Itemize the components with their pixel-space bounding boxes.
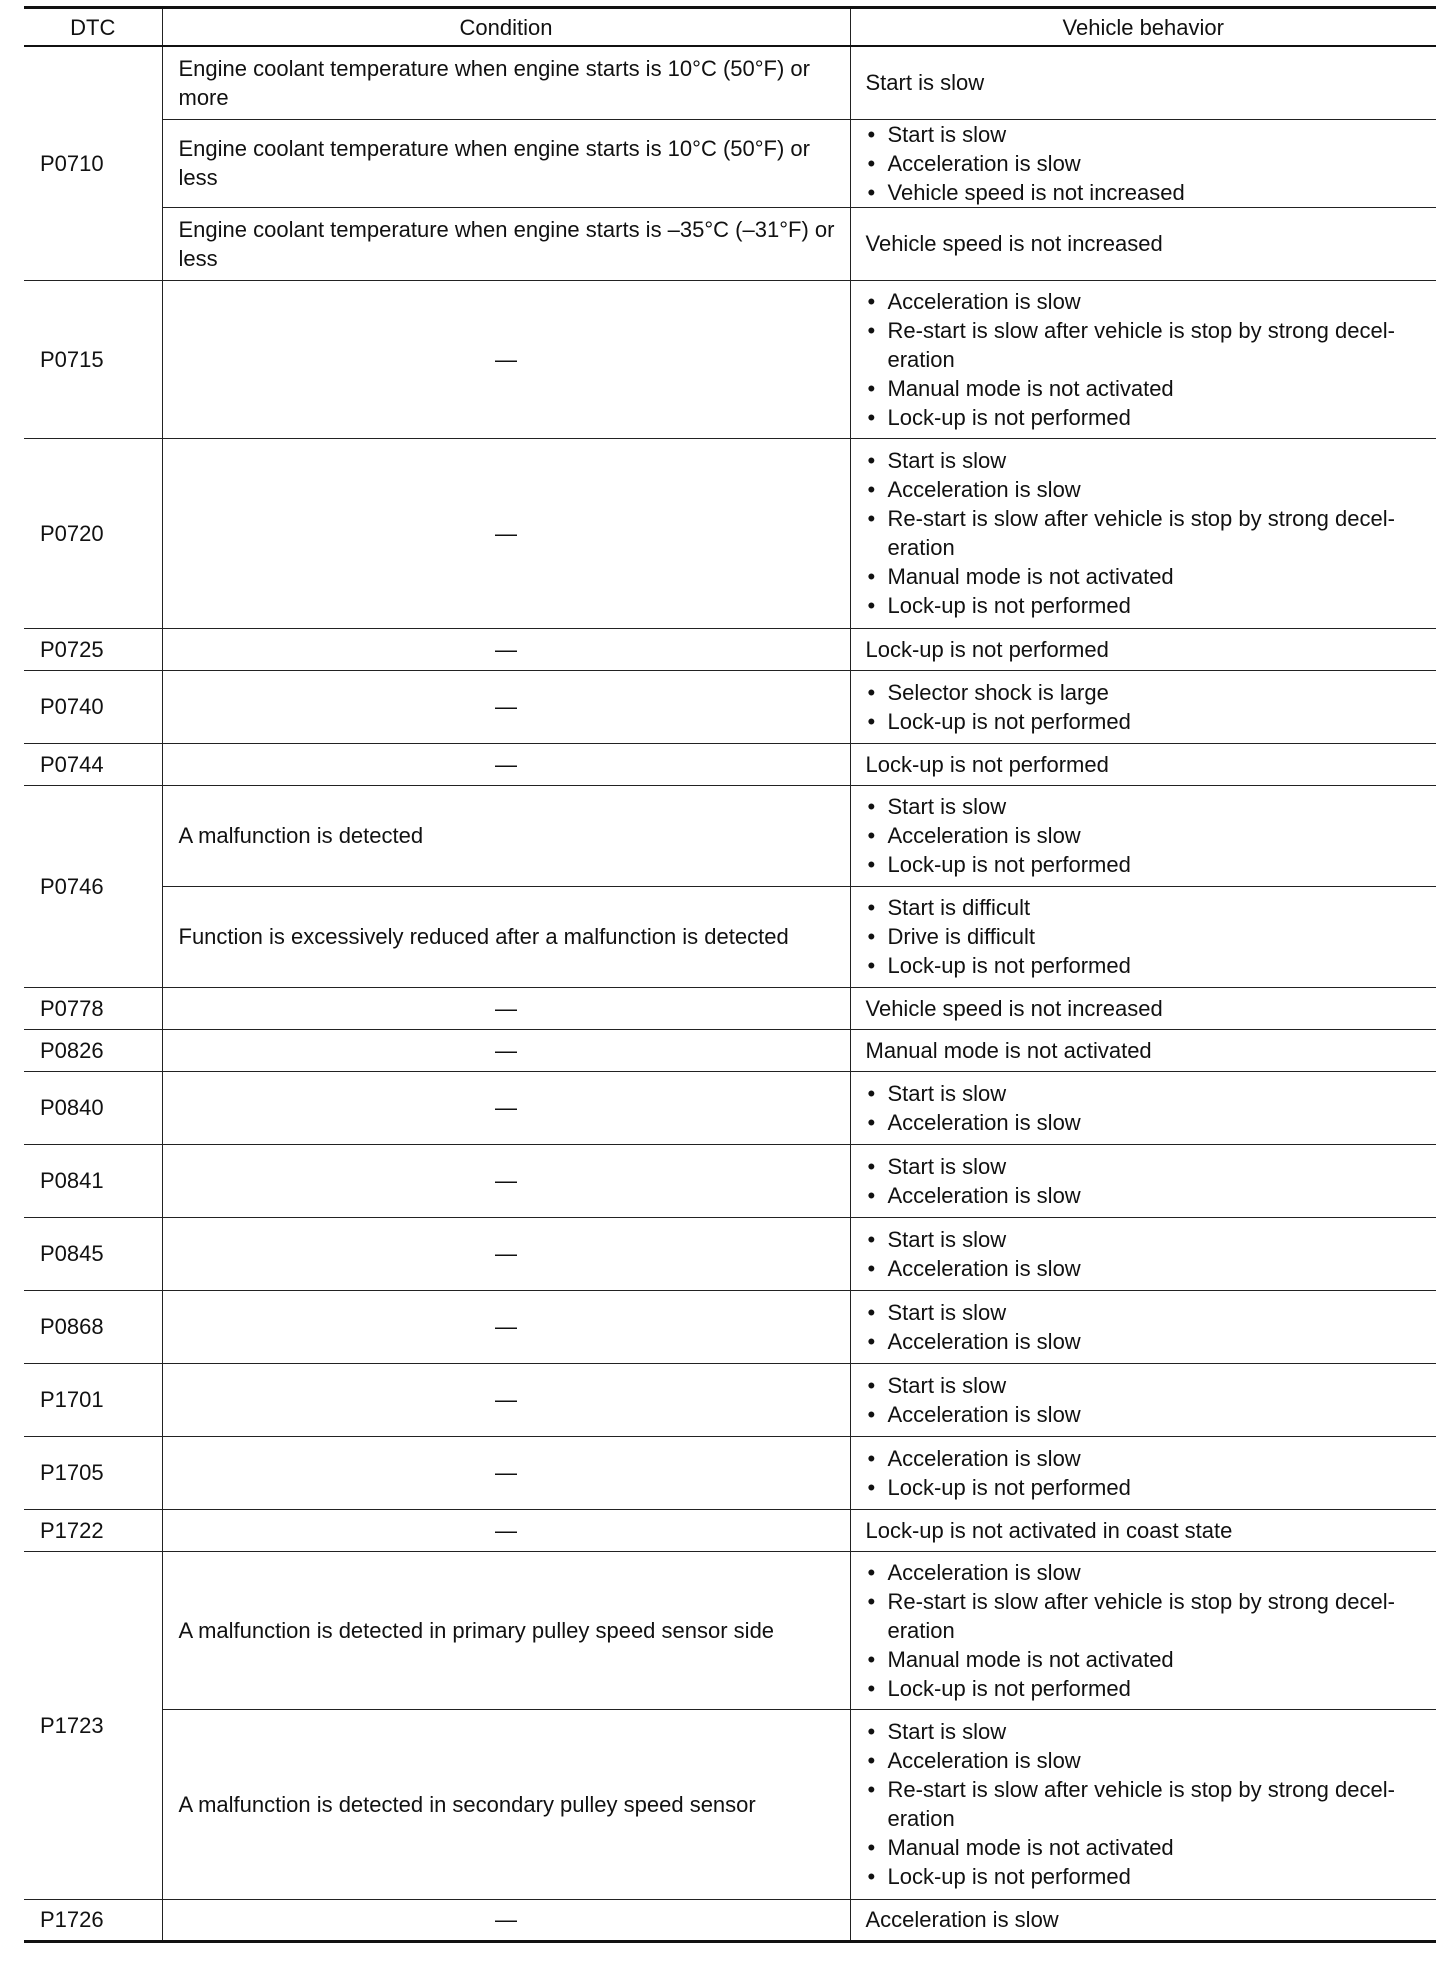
behavior-list-item bbox=[866, 1645, 1429, 1674]
table-row bbox=[24, 207, 1436, 280]
condition-cell: — bbox=[162, 1290, 850, 1363]
behavior-list-item bbox=[866, 1079, 1429, 1108]
condition-cell: — bbox=[162, 1899, 850, 1941]
bullet-icon: • bbox=[867, 477, 876, 502]
dtc-code: P0840 bbox=[24, 1071, 162, 1144]
behavior-list-item bbox=[866, 1473, 1429, 1502]
vehicle-behavior-cell bbox=[850, 743, 1436, 785]
dtc-code: P1722 bbox=[24, 1509, 162, 1551]
bullet-icon: • bbox=[867, 1864, 876, 1889]
vehicle-behavior-cell bbox=[850, 1509, 1436, 1551]
behavior-text: Start is slow bbox=[887, 1299, 1007, 1325]
behavior-text: Acceleration is slow bbox=[887, 1109, 1081, 1135]
table-row bbox=[24, 1509, 1436, 1551]
behavior-text: Start is slow bbox=[865, 70, 985, 96]
vehicle-behavior-cell bbox=[850, 1551, 1436, 1709]
behavior-list bbox=[866, 1717, 1429, 1891]
behavior-list-item bbox=[866, 821, 1429, 850]
behavior-list-item bbox=[866, 403, 1429, 432]
behavior-text: Lock-up is not performed bbox=[887, 1675, 1131, 1701]
vehicle-behavior-cell bbox=[850, 670, 1436, 743]
behavior-text: Start is slow bbox=[887, 1719, 1007, 1744]
behavior-text: Re-start is slow after vehicle is stop by strong decel-eration bbox=[887, 317, 1395, 372]
behavior-text: Acceleration is slow bbox=[887, 150, 1081, 176]
behavior-text: Lock-up is not performed bbox=[887, 953, 1131, 978]
table-row bbox=[24, 1217, 1436, 1290]
behavior-text: Start is slow bbox=[887, 794, 1007, 819]
table-row bbox=[24, 785, 1436, 886]
vehicle-behavior-cell bbox=[850, 785, 1436, 886]
dtc-code: P0725 bbox=[24, 628, 162, 670]
vehicle-behavior-cell bbox=[850, 886, 1436, 987]
behavior-text: Selector shock is large bbox=[887, 679, 1109, 705]
behavior-text: Re-start is slow after vehicle is stop by strong decel-eration bbox=[887, 1588, 1395, 1643]
bullet-icon: • bbox=[867, 506, 876, 531]
behavior-list bbox=[866, 792, 1429, 879]
table-row bbox=[24, 1071, 1436, 1144]
bullet-icon: • bbox=[867, 1401, 876, 1427]
bullet-icon: • bbox=[867, 150, 876, 176]
behavior-text: Vehicle speed is not increased bbox=[865, 995, 1163, 1021]
bullet-icon: • bbox=[867, 1777, 876, 1802]
table-row bbox=[24, 1436, 1436, 1509]
vehicle-behavior-cell bbox=[850, 46, 1436, 119]
dtc-code: P1701 bbox=[24, 1363, 162, 1436]
table-header bbox=[24, 8, 1436, 47]
behavior-list bbox=[866, 1152, 1429, 1210]
behavior-text: Vehicle speed is not increased bbox=[887, 179, 1185, 205]
behavior-list-item bbox=[866, 1298, 1429, 1327]
behavior-text: Acceleration is slow bbox=[887, 1328, 1081, 1354]
bullet-icon: • bbox=[867, 1588, 876, 1614]
behavior-list-item bbox=[866, 120, 1429, 149]
behavior-list-item bbox=[866, 951, 1429, 980]
behavior-text: Manual mode is not activated bbox=[887, 375, 1174, 401]
bullet-icon: • bbox=[867, 823, 876, 848]
condition-cell: — bbox=[162, 1071, 850, 1144]
behavior-text: Lock-up is not performed bbox=[887, 1474, 1131, 1500]
condition-cell: — bbox=[162, 1144, 850, 1217]
bullet-icon: • bbox=[867, 1328, 876, 1354]
dtc-code: P0744 bbox=[24, 743, 162, 785]
vehicle-behavior-cell bbox=[850, 1290, 1436, 1363]
behavior-text: Lock-up is not performed bbox=[865, 636, 1109, 662]
bullet-icon: • bbox=[867, 794, 876, 819]
behavior-list-item bbox=[866, 1254, 1429, 1283]
bullet-icon: • bbox=[867, 924, 876, 949]
table-row bbox=[24, 987, 1436, 1029]
behavior-list-item bbox=[866, 707, 1429, 736]
dtc-code: P0845 bbox=[24, 1217, 162, 1290]
behavior-text: Start is slow bbox=[887, 448, 1007, 473]
bullet-icon: • bbox=[867, 1559, 876, 1585]
bullet-icon: • bbox=[867, 1748, 876, 1773]
bullet-icon: • bbox=[867, 679, 876, 705]
behavior-list bbox=[866, 678, 1429, 736]
behavior-list bbox=[866, 287, 1429, 432]
behavior-list bbox=[866, 1298, 1429, 1356]
dtc-code: P0826 bbox=[24, 1029, 162, 1071]
behavior-text: Manual mode is not activated bbox=[887, 1835, 1174, 1860]
bullet-icon: • bbox=[867, 1226, 876, 1252]
behavior-text: Start is slow bbox=[887, 121, 1007, 147]
behavior-text: Lock-up is not performed bbox=[887, 1864, 1131, 1889]
behavior-list bbox=[866, 893, 1429, 980]
bullet-icon: • bbox=[867, 564, 876, 589]
dtc-code: P0746 bbox=[24, 785, 162, 987]
bullet-icon: • bbox=[867, 1153, 876, 1179]
condition-cell: — bbox=[162, 280, 850, 438]
condition-cell: — bbox=[162, 1217, 850, 1290]
behavior-list-item bbox=[866, 1400, 1429, 1429]
bullet-icon: • bbox=[867, 317, 876, 343]
table-row bbox=[24, 1363, 1436, 1436]
behavior-text: Manual mode is not activated bbox=[887, 1646, 1174, 1672]
bullet-icon: • bbox=[867, 1182, 876, 1208]
condition-cell: Function is excessively reduced after a malfunction is detected bbox=[162, 886, 850, 987]
table-row bbox=[24, 1899, 1436, 1941]
behavior-text: Acceleration is slow bbox=[887, 288, 1081, 314]
behavior-text: Manual mode is not activated bbox=[887, 564, 1174, 589]
behavior-list-item bbox=[866, 1587, 1429, 1645]
vehicle-behavior-cell bbox=[850, 1144, 1436, 1217]
behavior-list bbox=[866, 1444, 1429, 1502]
header-vehicle-behavior: Vehicle behavior bbox=[850, 8, 1436, 47]
behavior-list-item bbox=[866, 1181, 1429, 1210]
bullet-icon: • bbox=[867, 593, 876, 618]
behavior-list-item bbox=[866, 678, 1429, 707]
behavior-list-item bbox=[866, 1327, 1429, 1356]
behavior-text: Re-start is slow after vehicle is stop by strong decel-eration bbox=[887, 506, 1395, 560]
behavior-list-item bbox=[866, 446, 1429, 475]
bullet-icon: • bbox=[867, 1646, 876, 1672]
behavior-text: Lock-up is not performed bbox=[887, 404, 1131, 430]
behavior-list-item bbox=[866, 316, 1429, 374]
bullet-icon: • bbox=[867, 895, 876, 920]
vehicle-behavior-cell bbox=[850, 1899, 1436, 1941]
table-row bbox=[24, 1144, 1436, 1217]
condition-cell: — bbox=[162, 1363, 850, 1436]
behavior-text: Drive is difficult bbox=[887, 924, 1036, 949]
bullet-icon: • bbox=[867, 1474, 876, 1500]
behavior-text: Acceleration is slow bbox=[887, 1445, 1081, 1471]
table-row bbox=[24, 46, 1436, 119]
behavior-text: Acceleration is slow bbox=[887, 1748, 1081, 1773]
behavior-text: Lock-up is not performed bbox=[887, 852, 1131, 877]
behavior-list-item bbox=[866, 1862, 1429, 1891]
behavior-text: Lock-up is not activated in coast state bbox=[865, 1517, 1233, 1543]
table-row bbox=[24, 119, 1436, 207]
bullet-icon: • bbox=[867, 1255, 876, 1281]
bullet-icon: • bbox=[867, 1372, 876, 1398]
bullet-icon: • bbox=[867, 1299, 876, 1325]
behavior-list-item bbox=[866, 792, 1429, 821]
behavior-list-item bbox=[866, 893, 1429, 922]
bullet-icon: • bbox=[867, 448, 876, 473]
table-row bbox=[24, 1029, 1436, 1071]
behavior-list-item bbox=[866, 1108, 1429, 1137]
behavior-list-item bbox=[866, 475, 1429, 504]
dtc-code: P0778 bbox=[24, 987, 162, 1029]
behavior-list-item bbox=[866, 374, 1429, 403]
behavior-list-item bbox=[866, 1444, 1429, 1473]
vehicle-behavior-cell bbox=[850, 1436, 1436, 1509]
condition-cell: — bbox=[162, 438, 850, 628]
behavior-text: Start is slow bbox=[887, 1372, 1007, 1398]
header-condition: Condition bbox=[162, 8, 850, 47]
table-row bbox=[24, 280, 1436, 438]
table-row bbox=[24, 743, 1436, 785]
condition-cell: — bbox=[162, 670, 850, 743]
bullet-icon: • bbox=[867, 288, 876, 314]
vehicle-behavior-cell bbox=[850, 1071, 1436, 1144]
behavior-text: Acceleration is slow bbox=[887, 1401, 1081, 1427]
behavior-text: Re-start is slow after vehicle is stop by strong decel-eration bbox=[887, 1777, 1395, 1831]
behavior-text: Start is slow bbox=[887, 1153, 1007, 1179]
dtc-code: P1723 bbox=[24, 1551, 162, 1899]
table-row bbox=[24, 1290, 1436, 1363]
behavior-text: Acceleration is slow bbox=[865, 1907, 1059, 1932]
behavior-list-item bbox=[866, 149, 1429, 178]
behavior-list-item bbox=[866, 1674, 1429, 1703]
behavior-list-item bbox=[866, 1833, 1429, 1862]
vehicle-behavior-cell bbox=[850, 628, 1436, 670]
bullet-icon: • bbox=[867, 1080, 876, 1106]
condition-cell: A malfunction is detected bbox=[162, 785, 850, 886]
condition-cell: — bbox=[162, 628, 850, 670]
behavior-list bbox=[866, 1225, 1429, 1283]
bullet-icon: • bbox=[867, 1675, 876, 1701]
header-row bbox=[24, 8, 1436, 47]
bullet-icon: • bbox=[867, 1445, 876, 1471]
behavior-list-item bbox=[866, 504, 1429, 562]
header-dtc: DTC bbox=[24, 8, 162, 47]
condition-cell: Engine coolant temperature when engine starts is –35°C (–31°F) or less bbox=[162, 207, 850, 280]
dtc-code: P0710 bbox=[24, 46, 162, 280]
table-row bbox=[24, 1551, 1436, 1709]
behavior-text: Acceleration is slow bbox=[887, 823, 1081, 848]
behavior-text: Acceleration is slow bbox=[887, 1182, 1081, 1208]
dtc-code: P0868 bbox=[24, 1290, 162, 1363]
behavior-list-item bbox=[866, 1775, 1429, 1833]
behavior-list-item bbox=[866, 850, 1429, 879]
behavior-text: Manual mode is not activated bbox=[865, 1037, 1152, 1063]
vehicle-behavior-cell bbox=[850, 1029, 1436, 1071]
dtc-code: P1726 bbox=[24, 1899, 162, 1941]
dtc-code: P0841 bbox=[24, 1144, 162, 1217]
behavior-text: Acceleration is slow bbox=[887, 477, 1081, 502]
bullet-icon: • bbox=[867, 179, 876, 205]
table-row bbox=[24, 438, 1436, 628]
vehicle-behavior-cell bbox=[850, 207, 1436, 280]
dtc-code: P0715 bbox=[24, 280, 162, 438]
behavior-text: Vehicle speed is not increased bbox=[865, 231, 1163, 256]
behavior-list bbox=[866, 1558, 1429, 1703]
dtc-code: P0720 bbox=[24, 438, 162, 628]
behavior-list-item bbox=[866, 1558, 1429, 1587]
bullet-icon: • bbox=[867, 708, 876, 734]
behavior-list-item bbox=[866, 562, 1429, 591]
table-row bbox=[24, 1709, 1436, 1899]
bullet-icon: • bbox=[867, 1835, 876, 1860]
bullet-icon: • bbox=[867, 375, 876, 401]
bullet-icon: • bbox=[867, 852, 876, 877]
bullet-icon: • bbox=[867, 953, 876, 978]
behavior-text: Lock-up is not performed bbox=[865, 751, 1109, 777]
vehicle-behavior-cell bbox=[850, 119, 1436, 207]
behavior-list-item bbox=[866, 1152, 1429, 1181]
behavior-list-item bbox=[866, 1371, 1429, 1400]
behavior-list-item bbox=[866, 1717, 1429, 1746]
behavior-list bbox=[866, 1371, 1429, 1429]
behavior-text: Lock-up is not performed bbox=[887, 708, 1131, 734]
vehicle-behavior-cell bbox=[850, 1217, 1436, 1290]
behavior-list bbox=[866, 1079, 1429, 1137]
behavior-list-item bbox=[866, 178, 1429, 207]
condition-cell: A malfunction is detected in primary pulley speed sensor side bbox=[162, 1551, 850, 1709]
dtc-code: P0740 bbox=[24, 670, 162, 743]
behavior-text: Lock-up is not performed bbox=[887, 593, 1131, 618]
table-body bbox=[24, 46, 1436, 1941]
behavior-list-item bbox=[866, 1225, 1429, 1254]
behavior-list-item bbox=[866, 922, 1429, 951]
behavior-list bbox=[866, 120, 1429, 207]
vehicle-behavior-cell bbox=[850, 1363, 1436, 1436]
vehicle-behavior-cell bbox=[850, 438, 1436, 628]
dtc-behavior-table bbox=[24, 6, 1436, 1943]
vehicle-behavior-cell bbox=[850, 280, 1436, 438]
behavior-text: Start is difficult bbox=[887, 895, 1031, 920]
behavior-text: Acceleration is slow bbox=[887, 1255, 1081, 1281]
behavior-text: Acceleration is slow bbox=[887, 1559, 1081, 1585]
table-row bbox=[24, 886, 1436, 987]
behavior-list-item bbox=[866, 591, 1429, 620]
behavior-text: Start is slow bbox=[887, 1080, 1007, 1106]
condition-cell: A malfunction is detected in secondary pulley speed sensor bbox=[162, 1709, 850, 1899]
behavior-list-item bbox=[866, 1746, 1429, 1775]
bullet-icon: • bbox=[867, 1719, 876, 1744]
bullet-icon: • bbox=[867, 121, 876, 147]
condition-cell: — bbox=[162, 1029, 850, 1071]
condition-cell: — bbox=[162, 1436, 850, 1509]
condition-cell: Engine coolant temperature when engine starts is 10°C (50°F) or more bbox=[162, 46, 850, 119]
behavior-text: Start is slow bbox=[887, 1226, 1007, 1252]
condition-cell: — bbox=[162, 743, 850, 785]
condition-cell: — bbox=[162, 987, 850, 1029]
vehicle-behavior-cell bbox=[850, 987, 1436, 1029]
condition-cell: Engine coolant temperature when engine starts is 10°C (50°F) or less bbox=[162, 119, 850, 207]
bullet-icon: • bbox=[867, 1109, 876, 1135]
behavior-list-item bbox=[866, 287, 1429, 316]
behavior-list bbox=[866, 446, 1429, 620]
vehicle-behavior-cell bbox=[850, 1709, 1436, 1899]
table-row bbox=[24, 670, 1436, 743]
condition-cell: — bbox=[162, 1509, 850, 1551]
dtc-code: P1705 bbox=[24, 1436, 162, 1509]
bullet-icon: • bbox=[867, 404, 876, 430]
table-row bbox=[24, 628, 1436, 670]
